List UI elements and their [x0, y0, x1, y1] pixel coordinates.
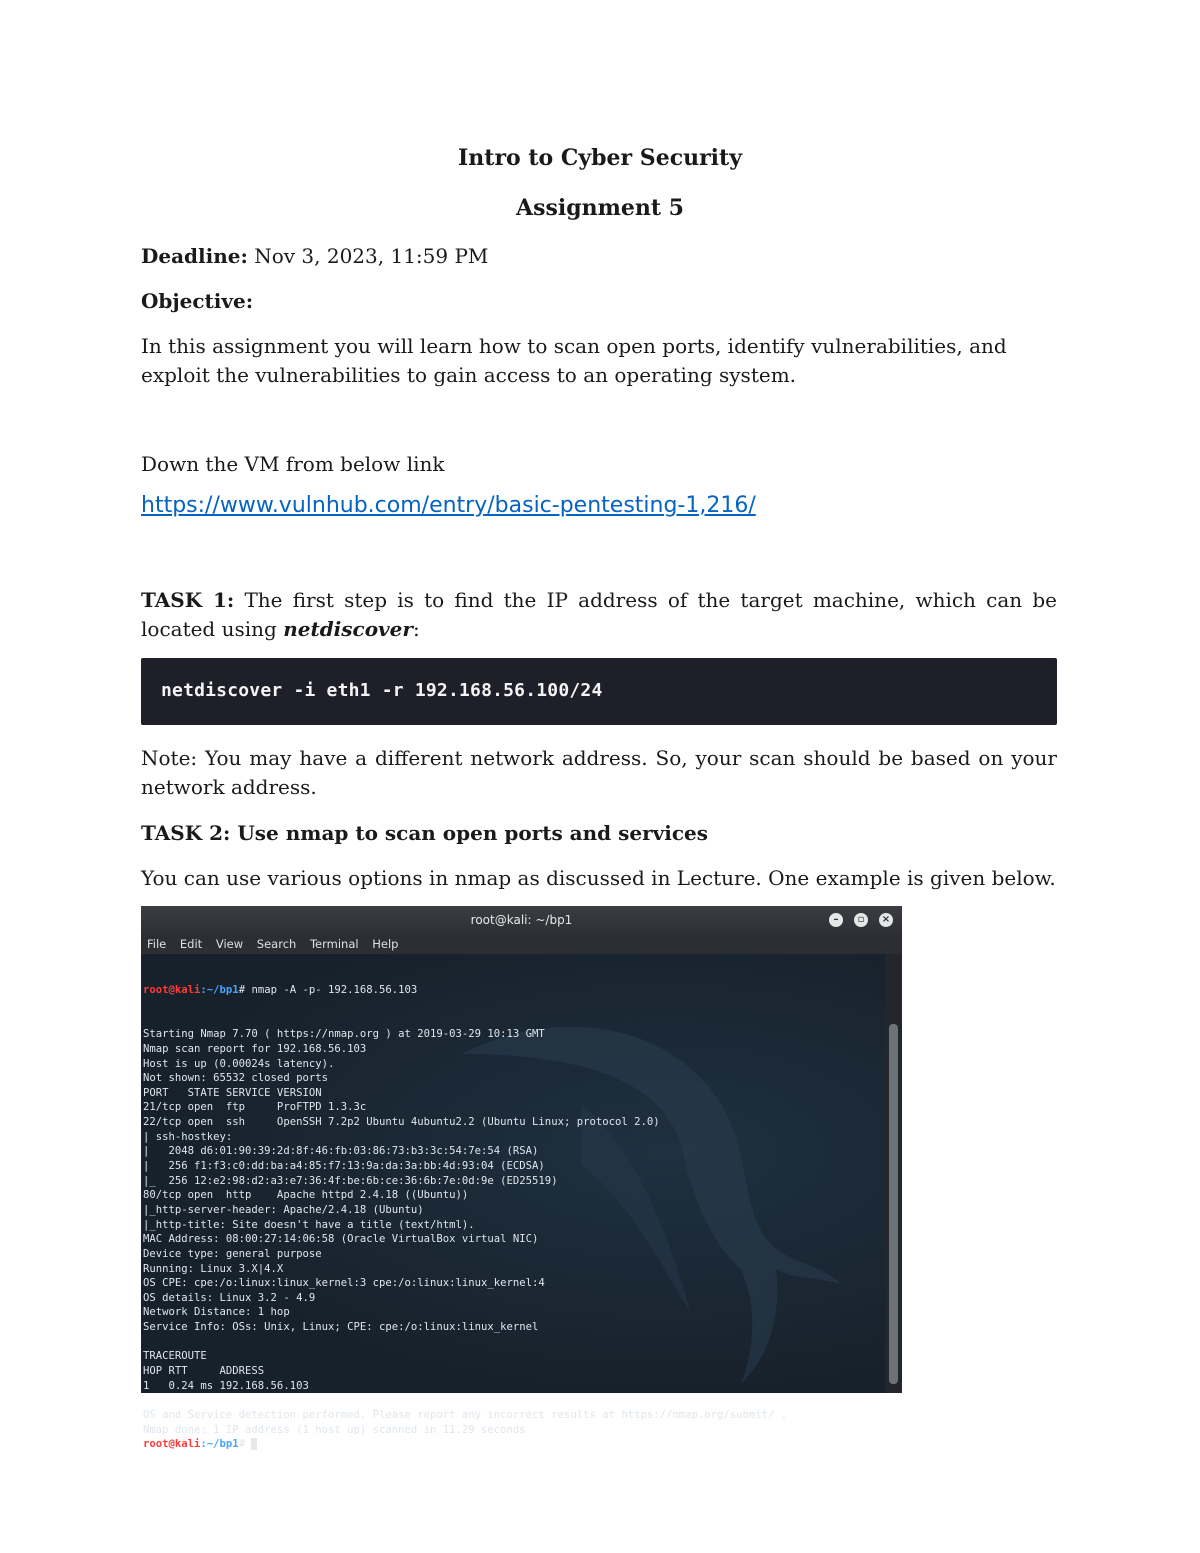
terminal-output-line: MAC Address: 08:00:27:14:06:58 (Oracle VirtualBox virtual NIC) [143, 1233, 539, 1246]
terminal-cursor [251, 1438, 257, 1450]
terminal-output-line [143, 1335, 883, 1350]
terminal-output-line: 22/tcp open ssh OpenSSH 7.2p2 Ubuntu 4ubuntu2.2 (Ubuntu Linux; protocol 2.0) [143, 1116, 660, 1129]
course-title: Intro to Cyber Security [458, 145, 742, 171]
task1-tail: : [412, 617, 420, 641]
terminal-output-line: |_http-server-header: Apache/2.4.18 (Ubuntu) [143, 1203, 424, 1216]
menu-file: File [147, 937, 167, 951]
task2-heading: TASK 2: Use nmap to scan open ports and services [141, 821, 709, 845]
terminal-output-line: TRACEROUTE [143, 1350, 207, 1363]
menu-edit: Edit [179, 937, 203, 951]
terminal-output-line: Nmap done: 1 IP address (1 host up) scanned in 11.29 seconds [143, 1423, 526, 1436]
terminal-output-line [143, 1393, 883, 1408]
terminal-scrollbar [885, 954, 902, 1393]
terminal-menubar [141, 934, 902, 954]
terminal-output-line: Host is up (0.00024s latency). [143, 1057, 335, 1070]
task1-paragraph [141, 586, 1057, 644]
terminal-output-line: 80/tcp open http Apache httpd 2.4.18 ((Ubuntu)) [143, 1189, 469, 1202]
terminal-output-line: 1 0.24 ms 192.168.56.103 [143, 1379, 309, 1392]
menu-help: Help [372, 937, 399, 951]
netdiscover-code-block [141, 658, 1057, 725]
terminal-output-line: HOP RTT ADDRESS [143, 1365, 265, 1377]
terminal-output-line: Starting Nmap 7.70 ( https://nmap.org ) at 2019-03-29 10:13 GMT [143, 1028, 545, 1041]
network-note: Note: You may have a different network address. So, your scan should be based on your network address. [141, 746, 1057, 799]
terminal-output-line: OS details: Linux 3.2 - 4.9 [143, 1291, 316, 1304]
deadline-value: Nov 3, 2023, 11:59 PM [247, 244, 489, 268]
terminal-output-line: Nmap scan report for 192.168.56.103 [143, 1042, 367, 1055]
minimize-icon: – [829, 913, 843, 927]
terminal-output-line: |_ 256 12:e2:98:d2:a3:e7:36:4f:be:6b:ce:36:6b:7e:0d:9e (ED25519) [143, 1174, 558, 1187]
task1-tool: netdiscover [283, 617, 413, 641]
terminal-screenshot [141, 906, 902, 1451]
terminal-scroll-thumb [889, 1024, 898, 1384]
terminal-output-line: Network Distance: 1 hop [143, 1306, 290, 1319]
terminal-title: root@kali: ~/bp1 [470, 913, 573, 927]
terminal-output-line: 21/tcp open ftp ProFTPD 1.3.3c [143, 1101, 367, 1114]
terminal-output-line: OS and Service detection performed. Please report any incorrect results at https://nmap.org/submit/ . [143, 1408, 788, 1421]
terminal-output-line: |_http-title: Site doesn't have a title (text/html). [143, 1218, 475, 1231]
terminal-output-line: | ssh-hostkey: [143, 1130, 233, 1143]
terminal-output-line: PORT STATE SERVICE VERSION [143, 1086, 322, 1099]
menu-view: View [215, 937, 244, 951]
terminal-output [143, 954, 883, 1452]
terminal-output-line: Device type: general purpose [143, 1247, 322, 1260]
terminal-output-line: | 2048 d6:01:90:39:2d:8f:46:fb:03:86:73:b3:3c:54:7e:54 (RSA) [143, 1145, 539, 1158]
objective-label: Objective: [141, 289, 254, 313]
menu-search: Search [256, 937, 297, 951]
netdiscover-command: netdiscover -i eth1 -r 192.168.56.100/24 [161, 680, 603, 701]
terminal-titlebar [141, 906, 902, 934]
vm-download-link[interactable]: https://www.vulnhub.com/entry/basic-pentesting-1,216/ [141, 493, 756, 518]
terminal-output-line: Service Info: OSs: Unix, Linux; CPE: cpe:/o:linux:linux_kernel [143, 1321, 539, 1334]
deadline-line [141, 242, 1057, 271]
terminal-output-line: Not shown: 65532 closed ports [143, 1072, 328, 1085]
terminal-output-line: OS CPE: cpe:/o:linux:linux_kernel:3 cpe:/o:linux:linux_kernel:4 [143, 1277, 545, 1290]
task1-text: The first step is to find the IP address of the target machine, which can be located using [141, 588, 1057, 641]
menu-terminal: Terminal [309, 937, 359, 951]
task1-label: TASK 1: [141, 588, 235, 612]
task2-text: You can use various options in nmap as discussed in Lecture. One example is given below. [141, 866, 1056, 890]
download-text: Down the VM from below link [141, 452, 445, 476]
close-icon: × [879, 913, 893, 927]
deadline-label: Deadline: [141, 244, 248, 268]
terminal-prompt-line: root@kali:~/bp1# [143, 1437, 883, 1452]
terminal-output-line: Running: Linux 3.X|4.X [143, 1262, 284, 1275]
terminal-body [141, 954, 885, 1451]
assignment-title: Assignment 5 [516, 195, 684, 221]
objective-text: In this assignment you will learn how to scan open ports, identify vulnerabilities, and exploit the vulnerabilities to gain access to an operating system. [141, 334, 1007, 387]
terminal-command-line: root@kali:~/bp1# nmap -A -p- 192.168.56.103 [143, 984, 418, 997]
terminal-output-line: | 256 f1:f3:c0:dd:ba:a4:85:f7:13:9a:da:3a:bb:4d:93:04 (ECDSA) [143, 1160, 545, 1173]
maximize-icon: ▫ [854, 913, 868, 927]
